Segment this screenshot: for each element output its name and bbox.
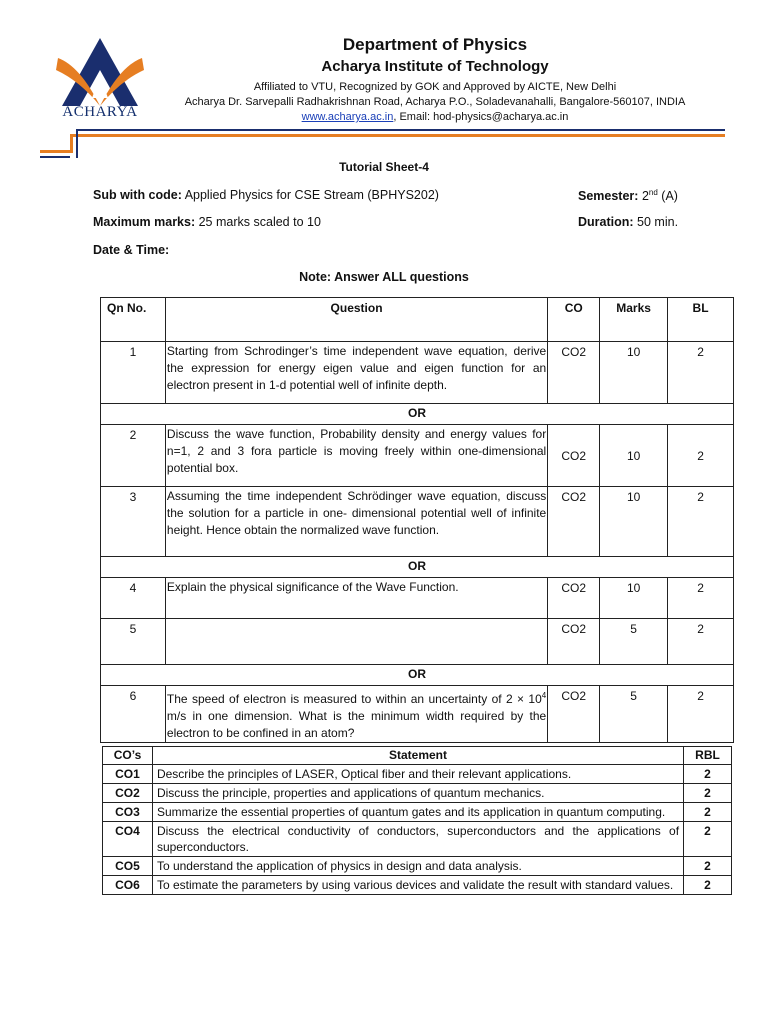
co-statement: To understand the application of physics in design and data analysis. (152, 857, 683, 876)
semester-label: Semester: (578, 189, 639, 204)
question-text-sup: 4 (541, 691, 547, 700)
question-bl: 2 (668, 686, 734, 743)
table-row (103, 784, 732, 803)
marks-line (93, 215, 321, 229)
co-rbl: 2 (684, 857, 732, 876)
question-text-b: m/s in one dimension. What is the minimum width required by the electron to be confined in an atom? (166, 709, 547, 740)
semester-value: 2 (641, 189, 649, 204)
header-question: Question (165, 298, 547, 342)
contact-line (140, 111, 730, 123)
header-rule-orange-top (70, 134, 725, 137)
question-marks: 10 (600, 425, 668, 487)
question-text: Discuss the wave function, Probability density and energy values for n=1, 2 and 3 fora particle is moving freely within one-dimensional potential box. (165, 425, 547, 487)
co-id: CO4 (103, 822, 153, 857)
question-co: CO2 (548, 342, 600, 404)
question-bl: 2 (668, 619, 734, 665)
or-label: OR (101, 557, 734, 578)
marks-value: 25 marks scaled to 10 (198, 215, 321, 229)
co-rbl: 2 (684, 765, 732, 784)
subject-line (93, 188, 439, 202)
co-header-rbl: RBL (684, 747, 732, 765)
datetime-line (93, 243, 169, 257)
logo-text: ACHARYA (62, 104, 138, 120)
subject-value: Applied Physics for CSE Stream (BPHYS202) (184, 188, 439, 202)
or-label: OR (101, 404, 734, 425)
or-label: OR (101, 665, 734, 686)
co-header-statement: Statement (152, 747, 683, 765)
co-id: CO1 (103, 765, 153, 784)
header-rule-orange (40, 150, 70, 153)
question-co: CO2 (548, 425, 600, 487)
header-rule-blue-vertical (76, 129, 78, 158)
header-rule-blue (40, 156, 70, 158)
website-link[interactable]: www.acharya.ac.in (301, 111, 394, 123)
question-text: Explain the physical significance of the Wave Function. (165, 578, 547, 619)
header-qn: Qn No. (101, 298, 166, 342)
question-text (165, 686, 547, 743)
table-row (103, 822, 732, 857)
question-bl: 2 (668, 578, 734, 619)
or-row (101, 665, 734, 686)
duration-label: Duration: (578, 215, 634, 229)
question-bl: 2 (668, 487, 734, 557)
table-row (101, 619, 734, 665)
questions-header-row (101, 298, 734, 342)
sheet-title: Tutorial Sheet-4 (339, 160, 429, 174)
marks-label: Maximum marks: (93, 215, 196, 229)
duration-value: 50 min. (637, 215, 679, 229)
co-id: CO5 (103, 857, 153, 876)
table-row (103, 857, 732, 876)
table-row (103, 765, 732, 784)
question-no: 1 (101, 342, 166, 404)
question-co: CO2 (548, 619, 600, 665)
questions-table (100, 297, 734, 743)
table-row (101, 578, 734, 619)
semester-sup: nd (648, 188, 658, 197)
co-rbl: 2 (684, 803, 732, 822)
question-co: CO2 (548, 487, 600, 557)
question-no: 2 (101, 425, 166, 487)
question-marks: 10 (600, 487, 668, 557)
question-no: 6 (101, 686, 166, 743)
co-id: CO2 (103, 784, 153, 803)
header-rule-blue-top (76, 129, 725, 131)
question-co: CO2 (548, 578, 600, 619)
co-statement: Summarize the essential properties of quantum gates and its application in quantum computing. (152, 803, 683, 822)
question-text: Assuming the time independent Schrödinger wave equation, discuss the solution for a particle in one- dimensional potential well of infinite height. Hence obtain the normalized wave function. (165, 487, 547, 557)
subject-label: Sub with code: (93, 188, 182, 202)
question-no: 4 (101, 578, 166, 619)
table-row (101, 686, 734, 743)
institute-name: Acharya Institute of Technology (321, 58, 549, 75)
header-co: CO (548, 298, 600, 342)
duration-line (578, 215, 678, 229)
table-row (101, 487, 734, 557)
question-marks: 5 (600, 619, 668, 665)
header-marks: Marks (600, 298, 668, 342)
co-statement: Describe the principles of LASER, Optical fiber and their relevant applications. (152, 765, 683, 784)
header-bl: BL (668, 298, 734, 342)
question-marks: 5 (600, 686, 668, 743)
co-table (102, 746, 732, 895)
co-statement: To estimate the parameters by using various devices and validate the result with standard values. (152, 876, 683, 895)
datetime-label: Date & Time: (93, 243, 170, 257)
table-row (103, 876, 732, 895)
question-text (165, 619, 547, 665)
question-marks: 10 (600, 342, 668, 404)
department-title: Department of Physics (342, 35, 528, 54)
or-row (101, 404, 734, 425)
question-co: CO2 (548, 686, 600, 743)
co-rbl: 2 (684, 784, 732, 803)
co-statement: Discuss the principle, properties and applications of quantum mechanics. (152, 784, 683, 803)
co-id: CO6 (103, 876, 153, 895)
table-row (101, 425, 734, 487)
co-header-row (103, 747, 732, 765)
co-header-co: CO’s (103, 747, 153, 765)
email-text: , Email: hod-physics@acharya.ac.in (393, 111, 569, 123)
question-no: 5 (101, 619, 166, 665)
question-no: 3 (101, 487, 166, 557)
question-marks: 10 (600, 578, 668, 619)
address-line: Acharya Dr. Sarvepalli Radhakrishnan Road, Acharya P.O., Soladevanahalli, Bangalore-560107, INDIA (184, 96, 686, 108)
table-row (101, 342, 734, 404)
question-text: Starting from Schrodinger’s time independent wave equation, derive the expression for energy eigen value and eigen function for an electron present in 1-d potential well of infinite depth. (165, 342, 547, 404)
or-row (101, 557, 734, 578)
semester-line (578, 188, 678, 203)
question-text-a: The speed of electron is measured to within an uncertainty of 2 × 10 (166, 692, 542, 706)
affiliation-line: Affiliated to VTU, Recognized by GOK and Approved by AICTE, New Delhi (253, 81, 617, 93)
co-id: CO3 (103, 803, 153, 822)
co-rbl: 2 (684, 876, 732, 895)
table-row (103, 803, 732, 822)
question-bl: 2 (668, 342, 734, 404)
note-text: Note: Answer ALL questions (299, 270, 469, 284)
co-rbl: 2 (684, 822, 732, 857)
co-statement: Discuss the electrical conductivity of conductors, superconductors and the applications of superconductors. (152, 822, 683, 857)
question-bl: 2 (668, 425, 734, 487)
semester-suffix: (A) (661, 189, 678, 204)
